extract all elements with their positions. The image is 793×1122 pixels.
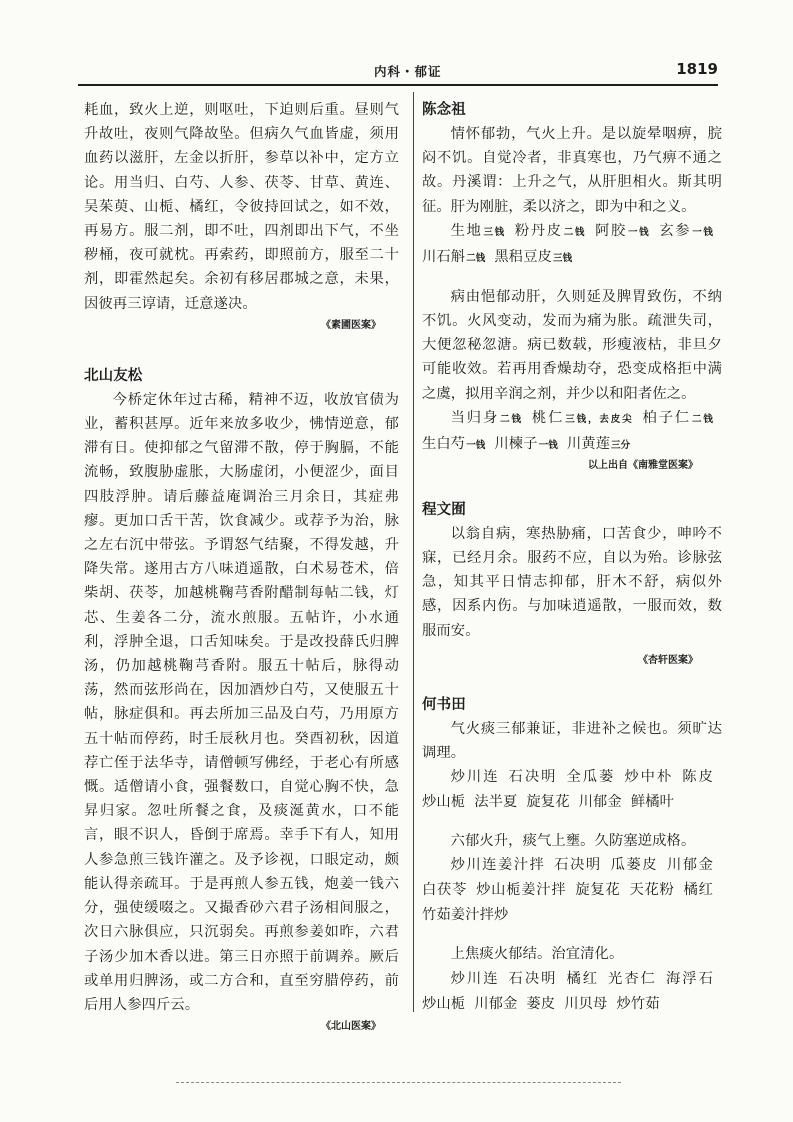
herb-item: 光杏仁 — [608, 970, 657, 987]
herb-item: 川石斛二钱 — [422, 248, 486, 265]
case-text: 病由悒郁动肝，久则延及脾胃致伤，不纳不饥。火风变动，发而为痛为胀。疏泄失司，大便忽秘忽溏。病已数载，形瘦液枯，非旦夕可能收效。若再用香燥劫夺，恐变成格拒中满之虞，拟用辛润之剂，并少以和阳者佐之。 — [422, 288, 722, 402]
case-source: 《杏轩医案》 — [638, 654, 698, 666]
herb-item: 蒌皮 — [526, 995, 556, 1012]
prescription — [422, 219, 722, 271]
herb-item: 川郁金 — [667, 857, 713, 874]
herb-item: 炒山栀 — [422, 794, 466, 811]
herb-item: 陈皮 — [682, 769, 713, 786]
bottom-rule — [176, 1082, 621, 1083]
herb-item: 炒川连 — [450, 970, 500, 987]
herb-item: 瓜蒌皮 — [610, 857, 659, 874]
herb-item: 石决明 — [508, 970, 558, 987]
herb-item: 玄参一钱 — [659, 222, 713, 239]
author-heading: 陈念祖 — [422, 101, 466, 118]
herb-item: 炒竹茹 — [616, 995, 660, 1012]
herb-item: 当归身二钱 — [450, 409, 523, 426]
right-column — [422, 98, 722, 1017]
case-text: 以翁自病，寒热胁痛，口苦食少，呻吟不寐，已经月余。服药不应，自以为殆。诊脉弦急，知其平日情志抑郁，肝木不舒，病似外感，因系内伤。与加味逍遥散，一服而效，数服而安。 — [422, 525, 722, 639]
herb-item: 炒川连姜汁拌 — [450, 857, 546, 874]
author-heading: 何书田 — [422, 695, 466, 713]
running-title: 内科・郁证 — [374, 64, 442, 79]
herb-item: 海浮石 — [665, 970, 713, 987]
herb-item: 炒中朴 — [624, 769, 674, 786]
case-text: 今桥定休年过古稀，精神不迈，收放官债为业，蓄积甚厚。近年来放多收少，怫情逆意，郁滞有日。使抑郁之气留滞不散，停于胸膈，不能流畅，致腹胁虚胀，大肠虚闭，小便涩少，面目四肢浮肿。请后藤益庵调治三月余日，其症弗瘳。更加口舌干苦，饮食减少。或荐予为治，脉之左右沉中带弦。予谓怒气结聚，不得发越，升降失常。遂用古方八味逍遥散，白术易苍术，倍柴胡、茯苓，加越桃鞠芎香附醋制每帖二钱，灯芯、生姜各二分，流水煎服。五帖许，小水通利，浮肿全退，口舌知味矣。于是改投薛氏归脾汤，仍加越桃鞠芎香附。服五十帖后，脉得动荡，然而弦形尚在，因加酒炒白芍，又使服五十帖，脉症俱和。再去所加三品及白芍，乃用原方五十帖而停药，时壬辰秋月也。癸酉初秋，因道荐亡侄于法华寺，请僧顿写佛经，于老心有所感慨。适僧请小食，强餐数口，自觉心胸不快，急昇归家。忽吐所餐之食，及痰涎黄水，口不能言，眼不识人，昏倒于席焉。幸手下有人，知用人参急煎三钱许灌之。及予诊视，口眼定动，颇能认得亲疏耳。于是再煎人参五钱，炮姜一钱六分，强使缓啜之。又撮香砂六君子汤相间服之，次日六脉俱应，只沉弱矣。再煎参姜如昨，六君子汤少加木香以进。第三日亦照于前调养。厥后或单用归脾汤，或二方合和，直至穷腊停药，前后用人参四斤云。 — [84, 391, 399, 1013]
case-text: 上焦痰火郁结。治宜清化。 — [450, 946, 624, 963]
herb-item: 白茯苓 — [422, 882, 468, 899]
herb-item: 生地三钱 — [450, 222, 506, 239]
herb-item: 鲜橘叶 — [630, 794, 675, 811]
page-number: 1819 — [676, 60, 718, 78]
prescription — [422, 853, 722, 928]
herb-item: 川黄莲三分 — [566, 435, 631, 452]
herb-item: 黑稆豆皮三钱 — [494, 248, 573, 265]
herb-item: 柏子仁二钱 — [642, 409, 714, 426]
herb-item: 阿胶一钱 — [595, 222, 651, 239]
herb-item: 橘红 — [683, 882, 713, 899]
herb-item: 生白芍一钱 — [422, 435, 486, 452]
herb-item: 川贝母 — [564, 995, 608, 1012]
herb-item: 旋复花 — [575, 882, 621, 899]
left-column — [84, 98, 399, 1035]
prescription — [422, 765, 722, 815]
case-source: 《北山医案》 — [321, 1021, 381, 1033]
case-text: 六郁火升，痰气上壅。久防塞逆成格。 — [450, 833, 696, 850]
herb-item: 炒川连 — [450, 769, 500, 786]
case-text: 气火痰三郁兼证，非进补之候也。须旷达调理。 — [422, 720, 722, 762]
author-heading: 程文囿 — [422, 500, 466, 518]
column-divider — [413, 92, 414, 1012]
case-continued-text: 耗血，致火上逆，则呕吐，下迫则后重。昼则气升故吐，夜则气降故坠。但病久气血皆虚，须用血药以滋肝，左金以折肝，参草以补中，定方立论。用当归、白芍、人参、茯苓、甘草、黄连、吴茱萸、山栀、橘红，令彼持回试之，如不效，再易方。服二剂，即不吐，四剂即出下气，不坐秽桶，夜可就枕。再索药，即照前方，服至二十剂，即霍然起矣。余初有移居郡城之意，未果，因彼再三谆请，迁意遂决。 — [84, 102, 399, 312]
herb-item: 炒山栀 — [422, 995, 466, 1012]
case-text: 情怀郁勃，气火上升。是以旋晕咽痹，脘闷不饥。自觉冷者，非真寒也，乃气痹不通之故。丹溪谓：上升之气，从肝胆相火。斯其明征。肝为刚脏，柔以济之，即为中和之义。 — [422, 126, 722, 215]
herb-item: 法半夏 — [474, 794, 518, 811]
herb-item: 川楝子一钱 — [494, 435, 558, 452]
herb-item: 天花粉 — [629, 882, 675, 899]
herb-item: 竹茹姜汁拌炒 — [422, 907, 509, 924]
herb-item: 石决明 — [554, 857, 602, 874]
herb-item: 川郁金 — [578, 794, 622, 811]
running-header — [78, 58, 718, 82]
herb-item: 橘红 — [566, 970, 600, 987]
prescription — [422, 406, 722, 458]
herb-item: 炒山栀姜汁拌 — [476, 882, 567, 899]
author-heading: 北山友松 — [84, 366, 143, 384]
herb-item: 旋复花 — [526, 794, 570, 811]
case-source: 以上出自《南雅堂医案》 — [588, 459, 698, 471]
herb-item: 石决明 — [508, 769, 558, 786]
herb-item: 粉丹皮二钱 — [514, 222, 587, 239]
herb-item: 全瓜蒌 — [566, 769, 616, 786]
case-source: 《素圃医案》 — [321, 319, 381, 331]
herb-item: 桃仁三钱，去皮尖 — [531, 409, 634, 426]
herb-item: 川郁金 — [474, 995, 518, 1012]
header-rule — [78, 84, 718, 86]
prescription — [422, 967, 722, 1017]
